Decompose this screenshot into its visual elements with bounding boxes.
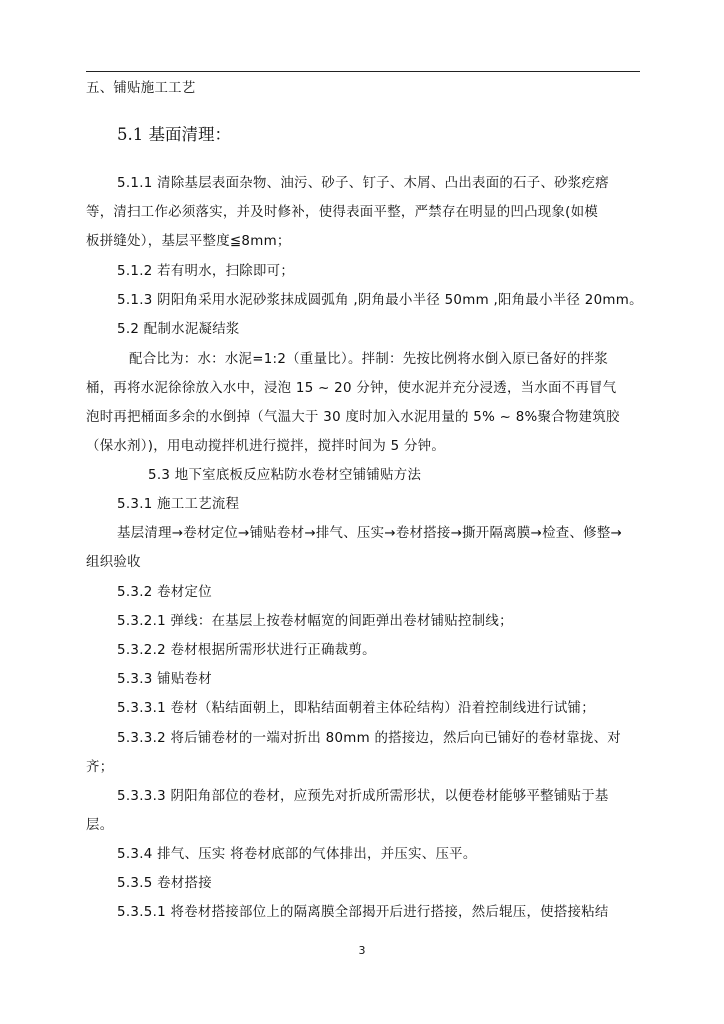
text-line: 5.3.3 铺贴卷材: [117, 672, 212, 687]
text-line: 5.3.2.1 弹线：在基层上按卷材幅宽的间距弹出卷材铺贴控制线；: [117, 614, 513, 629]
text-line: 5.3 地下室底板反应粘防水卷材空铺铺贴方法: [148, 468, 422, 483]
text-line: （保水剂）)，用电动搅拌机进行搅拌，搅拌时间为 5 分钟。: [86, 439, 446, 454]
subheading-5-1: 5.1 基面清理：: [117, 125, 231, 144]
text-line: 5.1.3 阴阳角采用水泥砂浆抹成圆弧角 ,阴角最小半径 50mm ,阳角最小半径 20mm。: [117, 293, 643, 308]
text-line: 5.3.2.2 卷材根据所需形状进行正确裁剪。: [117, 643, 376, 658]
header-rule: [86, 71, 640, 72]
text-line: 5.3.5.1 将卷材搭接部位上的隔离膜全部揭开后进行搭接，然后辊压，使搭接粘结: [117, 905, 609, 920]
section-heading: 五、铺贴施工工艺: [86, 81, 196, 96]
text-line: 泡时再把桶面多余的水倒掉（气温大于 30 度时加入水泥用量的 5% ~ 8%聚合物建筑胶: [86, 410, 620, 425]
text-line: 5.3.3.1 卷材（粘结面朝上，即粘结面朝着主体砼结构）沿着控制线进行试铺；: [117, 701, 595, 716]
text-line: 等，清扫工作必须落实，并及时修补，使得表面平整，严禁存在明显的凹凸现象(如模: [86, 205, 599, 220]
text-line: 5.1.1 清除基层表面杂物、油污、砂子、钉子、木屑、凸出表面的石子、砂浆疙瘩: [117, 176, 609, 191]
text-line: 5.1.2 若有明水，扫除即可；: [117, 264, 295, 279]
text-line: 5.2 配制水泥凝结浆: [117, 322, 240, 337]
text-line: 5.3.2 卷材定位: [117, 585, 212, 600]
text-line: 5.3.1 施工工艺流程: [117, 497, 240, 512]
text-line: 5.3.4 排气、压实 将卷材底部的气体排出，并压实、压平。: [117, 847, 477, 862]
text-line: 齐；: [86, 760, 114, 775]
text-line: 基层清理→卷材定位→铺贴卷材→排气、压实→卷材搭接→撕开隔离膜→检查、修整→: [117, 526, 623, 541]
page-number: 3: [358, 944, 366, 957]
text-line: 5.3.5 卷材搭接: [117, 876, 212, 891]
text-line: 5.3.3.2 将后铺卷材的一端对折出 80mm 的搭接边，然后向已铺好的卷材靠拢、对: [117, 731, 621, 746]
text-line: 层。: [86, 818, 114, 833]
text-line: 5.3.3.3 阴阳角部位的卷材，应预先对折成所需形状，以便卷材能够平整铺贴于基: [117, 789, 609, 804]
text-line: 组织验收: [86, 555, 141, 570]
text-line: 配合比为：水：水泥=1:2（重量比）。拌制：先按比例将水倒入原已备好的拌浆: [129, 352, 609, 367]
text-line: 桶，再将水泥徐徐放入水中，浸泡 15 ~ 20 分钟，使水泥并充分浸透，当水面不再冒气: [86, 381, 617, 396]
text-line: 板拼缝处），基层平整度≦8mm；: [86, 234, 291, 249]
